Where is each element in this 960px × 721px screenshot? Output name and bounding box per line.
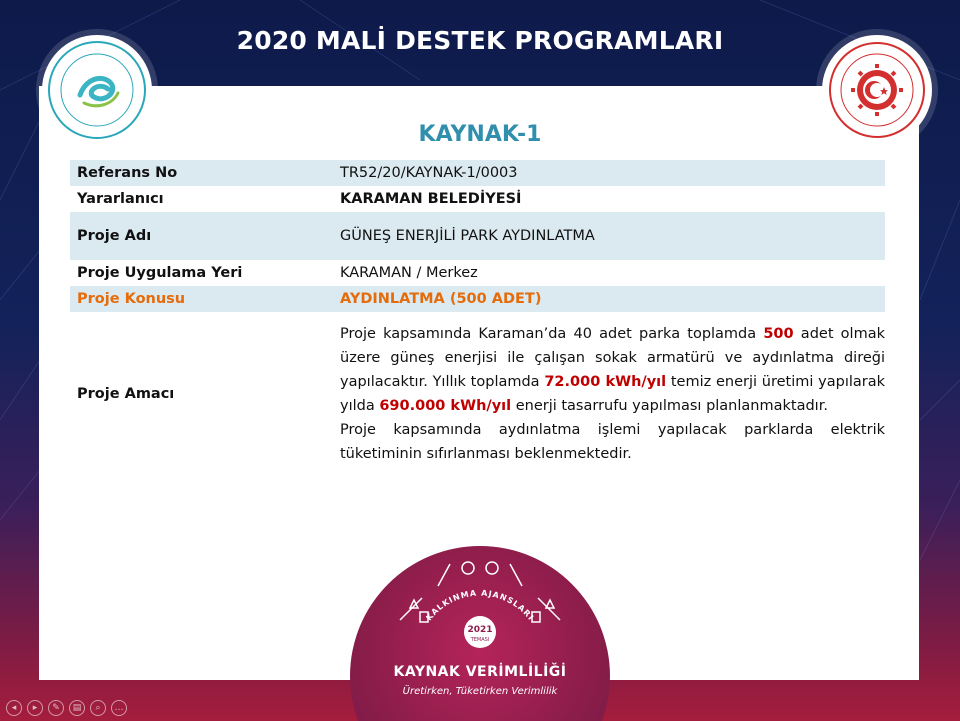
konu-label: Proje Konusu: [77, 291, 186, 307]
page-title: 2020 MALİ DESTEK PROGRAMLARI: [236, 26, 724, 55]
yararlanici-label: Yararlanıcı: [77, 191, 164, 207]
referans-value: TR52/20/KAYNAK-1/0003: [340, 165, 518, 181]
section-title: KAYNAK-1: [418, 122, 542, 147]
referans-label: Referans No: [77, 165, 178, 181]
row-referans: [70, 160, 885, 186]
amac-text-1e: temiz enerji üretimi yapılarak yılda: [340, 374, 886, 414]
amac-paragraph-1: [340, 322, 885, 418]
slide-sorter-button[interactable]: ▤: [69, 700, 85, 716]
slideshow-nav: [6, 700, 127, 716]
badge-year-sub: TEMASI: [470, 637, 490, 643]
konu-value: AYDINLATMA (500 ADET): [340, 291, 542, 307]
row-proje-konusu: [70, 286, 885, 312]
badge-subtitle: Üretirken, Tüketirken Verimlilik: [402, 686, 558, 697]
badge-year: 2021: [467, 625, 493, 635]
yararlanici-value: KARAMAN BELEDİYESİ: [340, 191, 522, 207]
more-options-button[interactable]: …: [111, 700, 127, 716]
badge-title: KAYNAK VERİMLİLİĞİ: [393, 664, 567, 680]
amac-paragraph-2: Proje kapsamında aydınlatma işlemi yapılacak parklarda elektrik tüketiminin sıfırlanması beklenmektedir.: [340, 422, 885, 462]
proje-adi-value: GÜNEŞ ENERJİLİ PARK AYDINLATMA: [340, 228, 595, 244]
row-proje-amaci: [70, 322, 885, 466]
amac-text: [340, 322, 885, 466]
zoom-button[interactable]: ⌕: [90, 700, 106, 716]
amac-text-1c: adet olmak üzere güneş enerjisi ile çalışan sokak armatürü ve aydınlatma direği yapılacaktır. Yıllık toplamda: [340, 326, 885, 390]
pen-tool-button[interactable]: ✎: [48, 700, 64, 716]
amac-label: Proje Amacı: [77, 386, 175, 402]
uygulama-label: Proje Uygulama Yeri: [77, 265, 243, 281]
proje-adi-label: Proje Adı: [77, 228, 152, 244]
prev-slide-button[interactable]: ◂: [6, 700, 22, 716]
amac-highlight-72000: 72.000 kWh/yıl: [544, 374, 667, 390]
amac-highlight-500: 500: [763, 326, 794, 342]
uygulama-value: KARAMAN / Merkez: [340, 265, 478, 281]
row-uygulama-yeri: [70, 260, 885, 286]
amac-highlight-690000: 690.000 kWh/yıl: [379, 398, 512, 414]
badge-arc-text: KALKINMA AJANSLARI: [424, 588, 536, 623]
row-proje-adi: [70, 212, 885, 260]
project-info-table: [70, 160, 885, 466]
next-slide-button[interactable]: ▸: [27, 700, 43, 716]
amac-text-1g: enerji tasarrufu yapılması planlanmaktadır.: [511, 398, 828, 414]
amac-text-1a: Proje kapsamında Karaman’da 40 adet parka toplamda: [340, 326, 764, 342]
row-yararlanici: [70, 186, 885, 212]
